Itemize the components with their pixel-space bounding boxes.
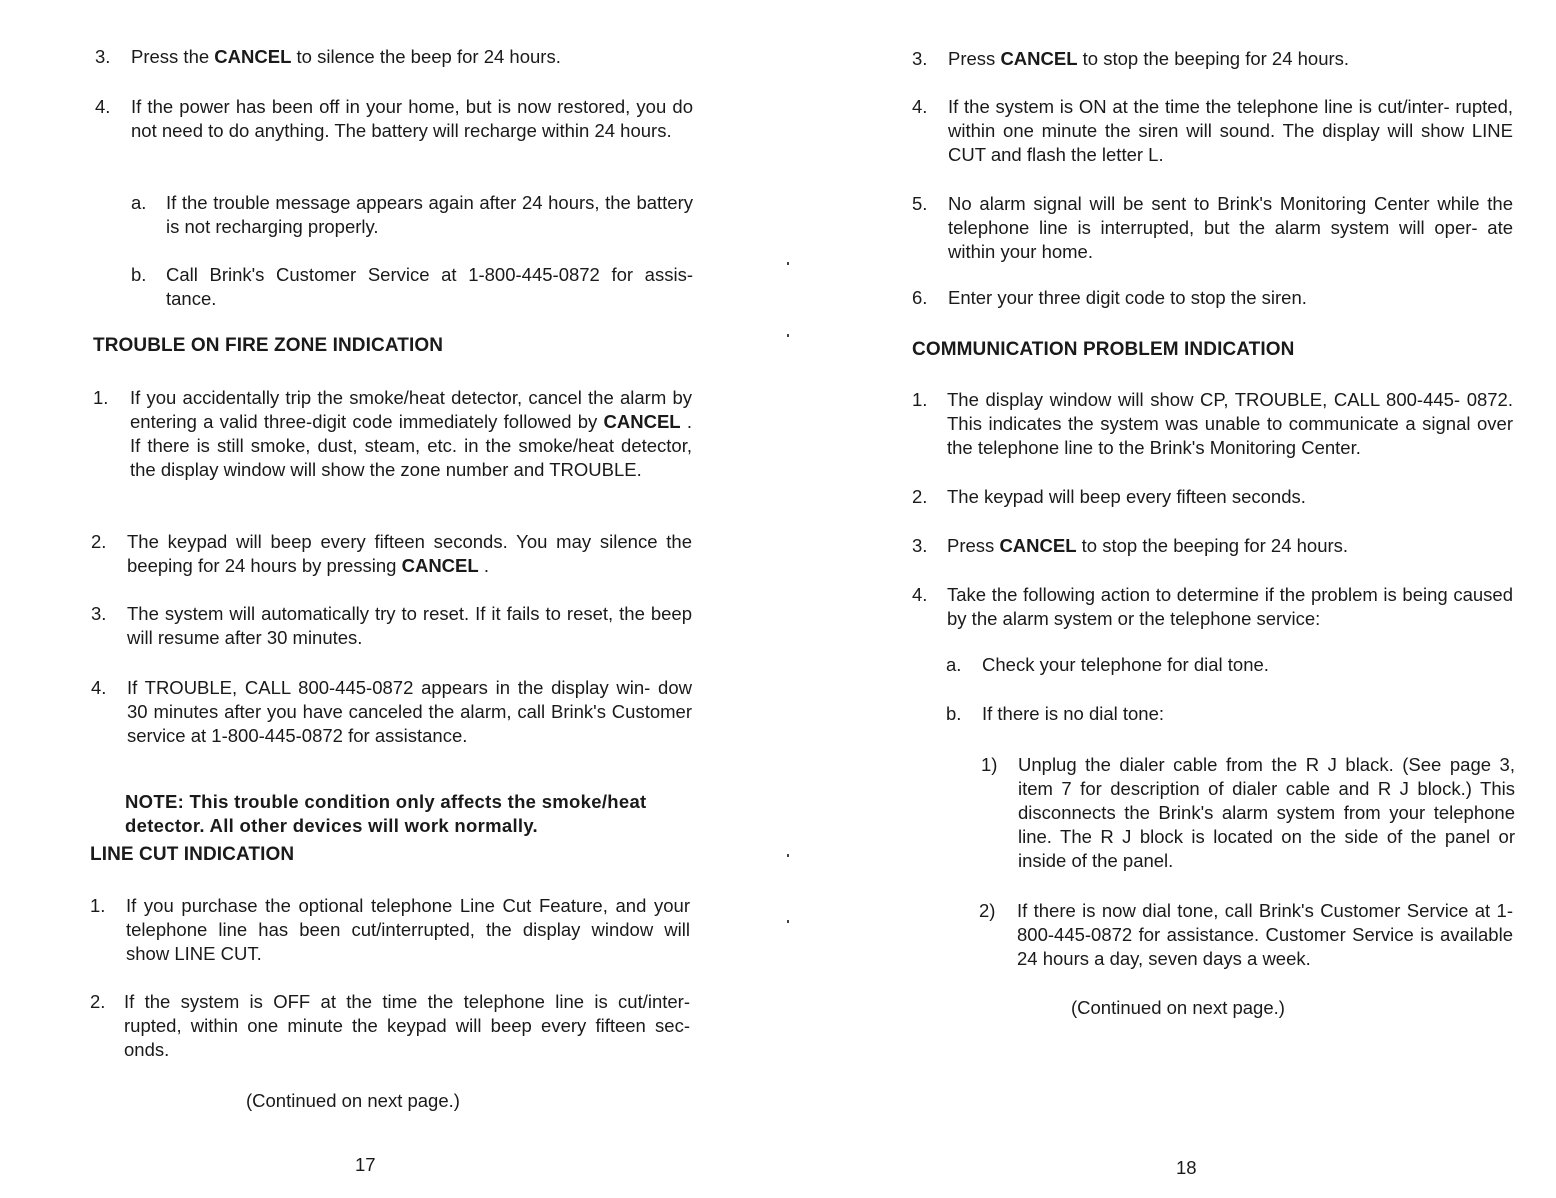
item-number: 3.	[912, 535, 928, 556]
fire-item-3-text: The system will automatically try to reset. If it fails to reset, the beep will resume after 30 minutes.	[127, 603, 692, 648]
item-letter: a.	[946, 654, 962, 675]
fire-item-2-text: The keypad will beep every fifteen seconds. You may silence the beeping for 24 hours by pressing CANCEL .	[127, 531, 692, 576]
item-number: 2.	[90, 991, 106, 1012]
item-number: 4.	[912, 96, 928, 117]
item-letter: b.	[131, 264, 147, 285]
item-number: 4.	[912, 584, 928, 605]
left-item-4-text: If the power has been off in your home, but is now restored, you do not need to do anything. The battery will recharge within 24 hours.	[131, 96, 693, 141]
comm-item-4-text: Take the following action to determine if the problem is being caused by the alarm system or the telephone service:	[947, 584, 1513, 629]
continued-note: (Continued on next page.)	[1071, 997, 1285, 1018]
right-item-4-text: If the system is ON at the time the telephone line is cut/inter- rupted, within one minute the siren will sound. The display will show LINE CUT and flash the letter L.	[948, 96, 1513, 165]
item-number: 5.	[912, 193, 928, 214]
continued-note: (Continued on next page.)	[246, 1090, 460, 1111]
fire-zone-heading: TROUBLE ON FIRE ZONE INDICATION	[93, 335, 444, 356]
item-number: 3.	[95, 46, 111, 67]
item-number: 1.	[912, 389, 928, 410]
comm-item-2-text: The keypad will beep every fifteen seconds.	[947, 486, 1306, 507]
sub-item-number: 1)	[981, 754, 998, 775]
page-number: 18	[1176, 1157, 1197, 1178]
sub-item-number: 2)	[979, 900, 996, 921]
item-number: 1.	[90, 895, 106, 916]
right-item-6-text: Enter your three digit code to stop the siren.	[948, 287, 1307, 308]
fire-item-1-text: If you accidentally trip the smoke/heat detector, cancel the alarm by entering a valid three-digit code immediately followed by CANCEL . If there is still smoke, dust, steam, etc. in the smoke/heat detector, the display window will show the zone number and TROUBLE.	[130, 387, 692, 480]
note-text: NOTE: This trouble condition only affects the smoke/heat detector. All other devices will work normally.	[125, 790, 647, 836]
communication-heading: COMMUNICATION PROBLEM INDICATION	[912, 339, 1295, 360]
comm-item-3-text: Press CANCEL to stop the beeping for 24 hours.	[947, 535, 1349, 556]
left-item-b-text: Call Brink's Customer Service at 1-800-445-0872 for assis- tance.	[166, 264, 693, 309]
right-item-3-text: Press CANCEL to stop the beeping for 24 hours.	[948, 48, 1350, 69]
cancel-key-label: CANCEL	[214, 46, 292, 67]
line-cut-item-1-text: If you purchase the optional telephone Line Cut Feature, and your telephone line has been cut/interrupted, the display window will show LINE CUT.	[126, 895, 690, 964]
item-number: 1.	[93, 387, 109, 408]
item-number: 2.	[91, 531, 107, 552]
item-number: 4.	[95, 96, 111, 117]
item-number: 2.	[912, 486, 928, 507]
right-item-5-text: No alarm signal will be sent to Brink's Monitoring Center while the telephone line is interrupted, but the alarm system will oper- ate within your home.	[948, 193, 1513, 262]
item-number: 6.	[912, 287, 928, 308]
cancel-key-label: CANCEL	[999, 535, 1077, 556]
right-page	[778, 0, 1556, 1198]
comm-item-a-text: Check your telephone for dial tone.	[982, 654, 1269, 675]
item-number: 3.	[91, 603, 107, 624]
left-item-3-text: Press the CANCEL to silence the beep for 24 hours.	[131, 46, 561, 67]
comm-item-b-text: If there is no dial tone:	[982, 703, 1165, 724]
comm-sub-item-1-text: Unplug the dialer cable from the R J black. (See page 3, item 7 for description of dialer cable and R J block.) This disconnects the Brink's alarm system from your telephone line. The R J block is located on the side of the panel or inside of the panel.	[1018, 754, 1515, 871]
left-item-a-text: If the trouble message appears again after 24 hours, the battery is not recharging properly.	[166, 192, 693, 237]
item-number: 3.	[912, 48, 928, 69]
cancel-key-label: CANCEL	[603, 411, 681, 432]
line-cut-item-2-text: If the system is OFF at the time the telephone line is cut/inter- rupted, within one minute the keypad will beep every fifteen sec- onds.	[124, 991, 690, 1060]
comm-item-1-text: The display window will show CP, TROUBLE, CALL 800-445- 0872. This indicates the system was unable to communicate a signal over the telephone line to the Brink's Monitoring Center.	[947, 389, 1513, 458]
cancel-key-label: CANCEL	[401, 555, 479, 576]
fire-item-4-text: If TROUBLE, CALL 800-445-0872 appears in the display win- dow 30 minutes after you have canceled the alarm, call Brink's Customer service at 1-800-445-0872 for assistance.	[127, 677, 692, 746]
item-letter: a.	[131, 192, 147, 213]
page-number: 17	[355, 1154, 376, 1175]
comm-sub-item-2-text: If there is now dial tone, call Brink's Customer Service at 1-800-445-0872 for assistance. Customer Service is available 24 hours a day, seven days a week.	[1017, 900, 1513, 969]
cancel-key-label: CANCEL	[1000, 48, 1078, 69]
item-letter: b.	[946, 703, 962, 724]
item-number: 4.	[91, 677, 107, 698]
line-cut-heading: LINE CUT INDICATION	[90, 844, 295, 865]
